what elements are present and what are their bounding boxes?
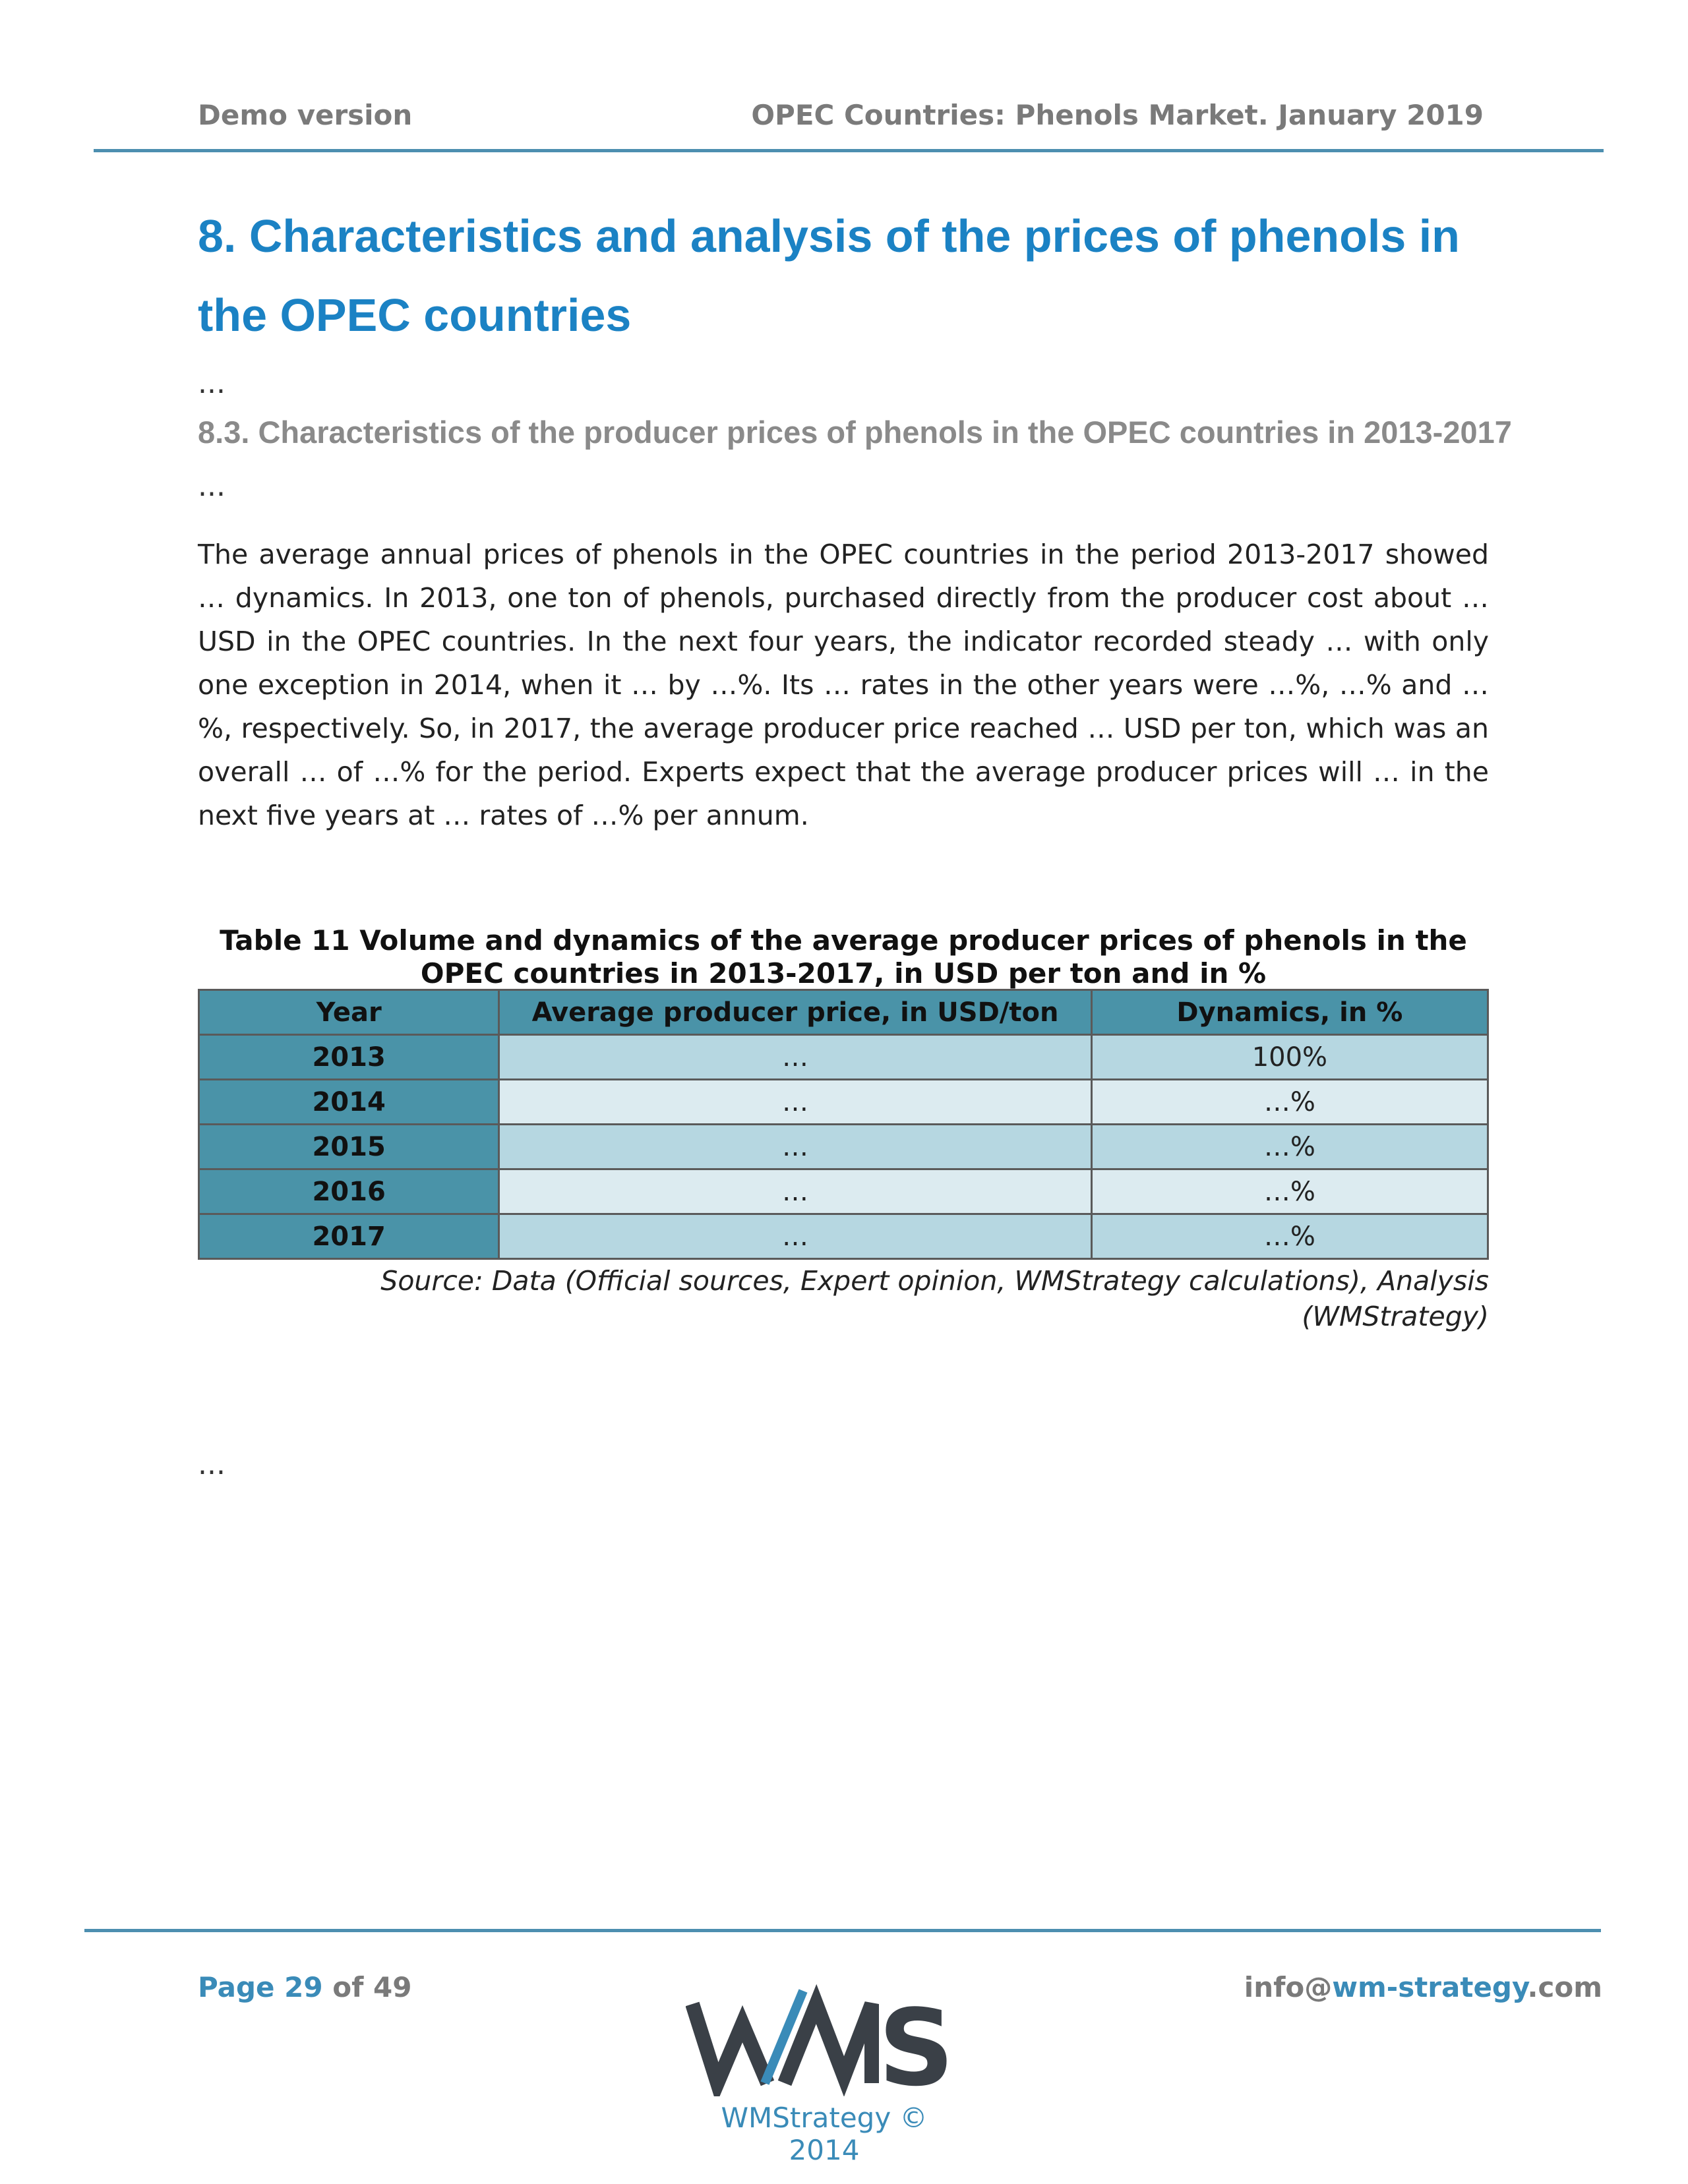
cell-year: 2017 xyxy=(199,1214,499,1259)
body-paragraph: The average annual prices of phenols in the OPEC countries in the period 2013-2017 showed … dynamics. In 2013, one ton of phenols, purchased directly from the producer cost about … USD in the OPEC countries. In the next four years, the indicator recorded steady … with only one exception in 2014, when it … by …%. Its … rates in the other years were …%, …% and …%, respectively. So, in 2017, the average producer price reached … USD per ton, which was an overall … of …% for the period. Experts expect that the average producer prices will … in the next five years at … rates of …% per annum. xyxy=(198,539,1489,831)
email-user: info@ xyxy=(1244,1971,1333,2003)
header-price: Average producer price, in USD/ton xyxy=(499,990,1092,1035)
cell-dynamics: 100% xyxy=(1091,1035,1488,1080)
cell-price: … xyxy=(499,1080,1092,1125)
header-divider xyxy=(94,149,1604,152)
cell-year: 2014 xyxy=(199,1080,499,1125)
cell-dynamics: …% xyxy=(1091,1080,1488,1125)
contact-email[interactable] xyxy=(1244,1971,1602,2003)
page-of: of xyxy=(332,1971,364,2003)
page-number: 29 xyxy=(284,1971,323,2003)
page-indicator xyxy=(198,1971,411,2003)
logo-caption: WMStrategy © 2014 xyxy=(721,2102,928,2166)
ellipsis-after-subsection: ... xyxy=(198,469,226,503)
footer-divider xyxy=(84,1929,1601,1932)
ellipsis-bottom: ... xyxy=(198,1448,226,1481)
wms-logo xyxy=(686,1984,963,2096)
header-year: Year xyxy=(199,990,499,1035)
table-row xyxy=(199,1125,1488,1169)
cell-price: … xyxy=(499,1035,1092,1080)
table-row xyxy=(199,1169,1488,1214)
page-total: 49 xyxy=(373,1971,412,2003)
ellipsis-top: ... xyxy=(198,367,226,400)
cell-year: 2015 xyxy=(199,1125,499,1169)
table-caption: Table 11 Volume and dynamics of the average producer prices of phenols in the OPEC countries in 2013-2017, in USD per ton and in % xyxy=(220,924,1467,989)
section-title: 8. Characteristics and analysis of the prices of phenols in the OPEC countries xyxy=(198,210,1460,341)
table-header-row xyxy=(199,990,1488,1035)
page-label: Page xyxy=(198,1971,275,2003)
cell-price: … xyxy=(499,1214,1092,1259)
cell-dynamics: …% xyxy=(1091,1169,1488,1214)
header-dynamics: Dynamics, in % xyxy=(1091,990,1488,1035)
table-row xyxy=(199,1214,1488,1259)
email-domain: wm-strategy xyxy=(1332,1971,1528,2003)
cell-price: … xyxy=(499,1125,1092,1169)
cell-dynamics: …% xyxy=(1091,1214,1488,1259)
logo-letter-s: S xyxy=(878,1986,955,2096)
header-demo-label: Demo version xyxy=(198,99,413,131)
price-table xyxy=(198,989,1489,1260)
cell-year: 2013 xyxy=(199,1035,499,1080)
cell-dynamics: …% xyxy=(1091,1125,1488,1169)
table-source-note: Source: Data (Official sources, Expert opinion, WMStrategy calculations), Analysis (WMStrategy) xyxy=(380,1265,1489,1332)
table-row xyxy=(199,1035,1488,1080)
cell-price: … xyxy=(499,1169,1092,1214)
cell-year: 2016 xyxy=(199,1169,499,1214)
email-tld: .com xyxy=(1527,1971,1602,2003)
header-report-title: OPEC Countries: Phenols Market. January 2019 xyxy=(751,99,1484,131)
table-row xyxy=(199,1080,1488,1125)
subsection-title: 8.3. Characteristics of the producer prices of phenols in the OPEC countries in 2013-2017 xyxy=(198,415,1512,450)
